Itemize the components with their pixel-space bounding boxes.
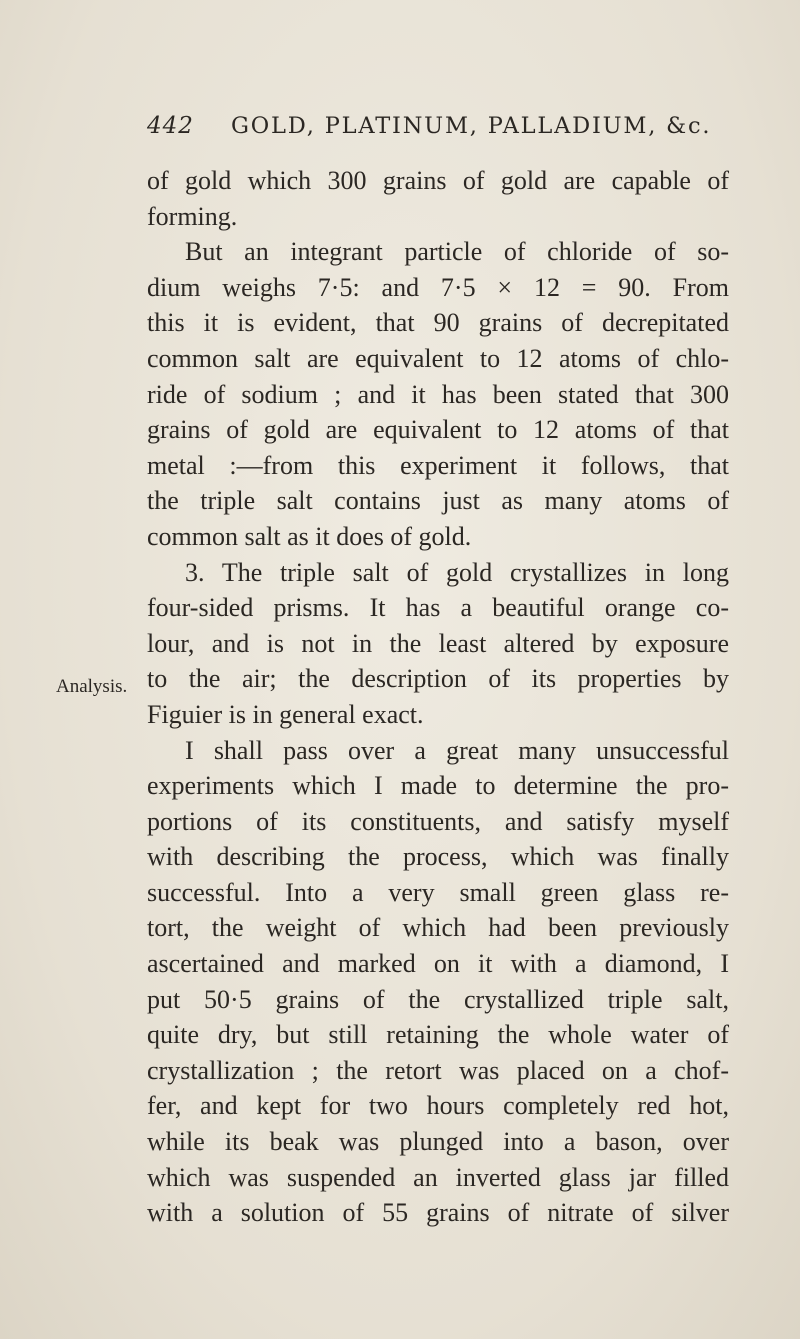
text-line: with a solution of 55 grains of nitrate of silver <box>147 1198 729 1228</box>
margin-note: Analysis. <box>56 676 128 697</box>
text-line: successful. Into a very small green glass re- <box>147 877 729 907</box>
text-line: quite dry, but still retaining the whole water of <box>147 1020 729 1050</box>
text-line: the triple salt contains just as many atoms of <box>147 486 729 516</box>
paragraph <box>147 163 729 234</box>
text-line: crystallization ; the retort was placed on a chof- <box>147 1055 729 1085</box>
text-line: four-sided prisms. It has a beautiful orange co- <box>147 593 729 623</box>
running-title: GOLD, PLATINUM, PALLADIUM, &c. <box>231 113 712 139</box>
text-line: to the air; the description of its properties by <box>147 664 729 694</box>
text-line: common salt as it does of gold. <box>147 521 472 551</box>
text-line: Figuier is in general exact. <box>147 699 424 729</box>
text-line: experiments which I made to determine the pro- <box>147 771 729 801</box>
paragraph <box>147 555 729 733</box>
text-line: common salt are equivalent to 12 atoms of chlo- <box>147 343 729 373</box>
text-line: ride of sodium ; and it has been stated that 300 <box>147 379 729 409</box>
page-number: 442 <box>147 113 194 139</box>
text-line: lour, and is not in the least altered by exposure <box>147 628 729 658</box>
text-line: 3. The triple salt of gold crystallizes in long <box>185 557 729 587</box>
text-line: ascertained and marked on it with a diamond, I <box>147 949 729 979</box>
text-line: portions of its constituents, and satisfy myself <box>147 806 729 836</box>
text-line: with describing the process, which was finally <box>147 842 729 872</box>
text-line: this it is evident, that 90 grains of decrepitated <box>147 308 729 338</box>
text-line: forming. <box>147 201 238 231</box>
text-line: while its beak was plunged into a bason, over <box>147 1127 729 1157</box>
body-text <box>147 163 729 1231</box>
paragraph <box>147 733 729 1231</box>
text-line: of gold which 300 grains of gold are capable of <box>147 166 729 195</box>
text-line: grains of gold are equivalent to 12 atoms of that <box>147 415 729 445</box>
text-line: I shall pass over a great many unsuccessful <box>185 735 729 765</box>
text-line: put 50·5 grains of the crystallized triple salt, <box>147 984 729 1014</box>
text-line: tort, the weight of which had been previously <box>147 913 729 943</box>
text-line: fer, and kept for two hours completely red hot, <box>147 1091 729 1121</box>
text-line: which was suspended an inverted glass jar filled <box>147 1162 729 1192</box>
text-line: dium weighs 7·5: and 7·5 × 12 = 90. From <box>147 272 729 302</box>
text-line: But an integrant particle of chloride of so- <box>185 237 729 267</box>
text-line: metal :—from this experiment it follows, that <box>147 450 729 480</box>
paragraph <box>147 234 729 554</box>
